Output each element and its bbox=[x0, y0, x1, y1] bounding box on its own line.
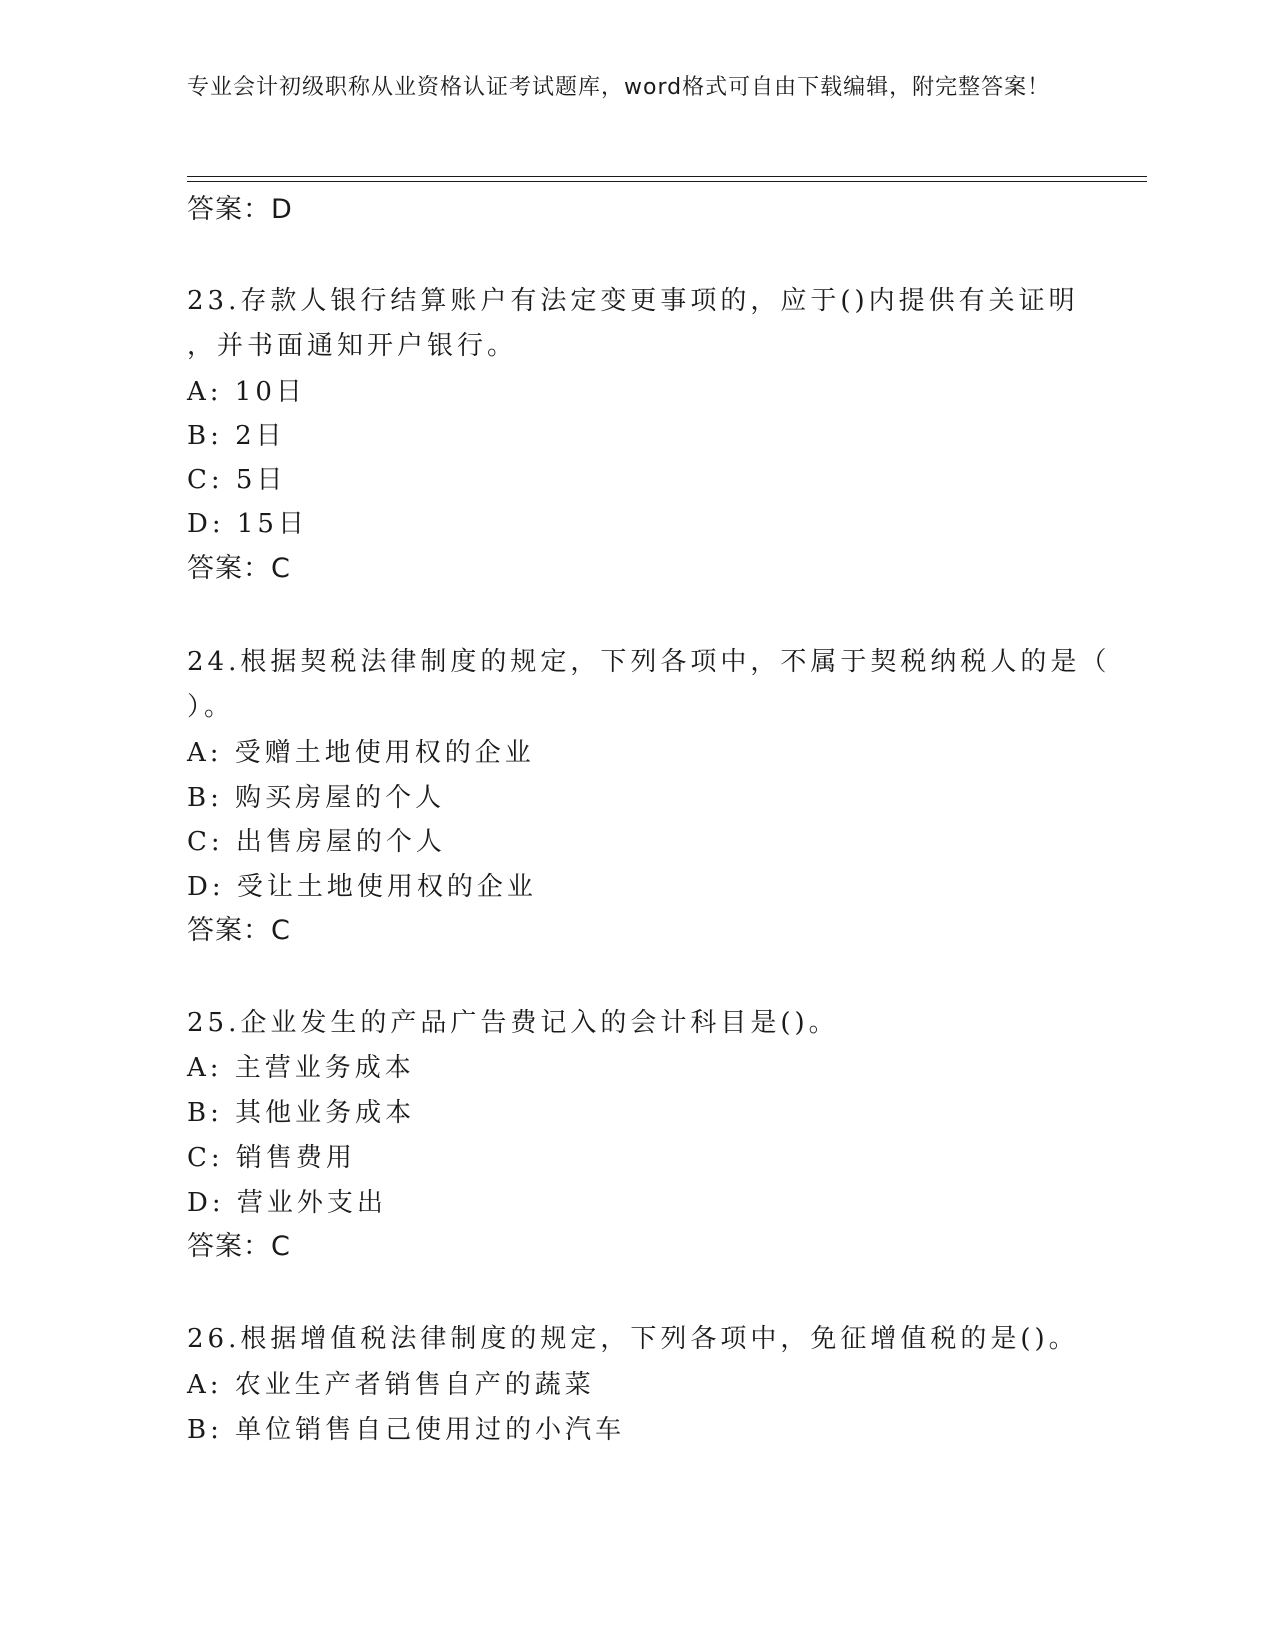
option-line: A: 农业生产者销售自产的蔬菜 bbox=[187, 1370, 595, 1400]
option-line: D: 15日 bbox=[187, 509, 308, 539]
question-text: 23.存款人银行结算账户有法定变更事项的，应于()内提供有关证明 bbox=[187, 286, 1079, 316]
option-line: B: 购买房屋的个人 bbox=[187, 783, 446, 813]
header-divider bbox=[187, 176, 1147, 182]
question-text: ）。 bbox=[187, 692, 235, 722]
question-text: 26.根据增值税法律制度的规定，下列各项中，免征增值税的是()。 bbox=[187, 1324, 1079, 1354]
option-line: D: 受让土地使用权的企业 bbox=[187, 872, 537, 902]
option-line: A: 主营业务成本 bbox=[187, 1053, 415, 1083]
question-text: 25.企业发生的产品广告费记入的会计科目是()。 bbox=[187, 1008, 839, 1038]
question-text: 24.根据契税法律制度的规定，下列各项中，不属于契税纳税人的是（ bbox=[187, 647, 1111, 677]
question-text: ，并书面通知开户银行。 bbox=[187, 331, 518, 361]
option-line: B: 其他业务成本 bbox=[187, 1098, 416, 1128]
page-header: 专业会计初级职称从业资格认证考试题库，word格式可自由下载编辑，附完整答案！ bbox=[187, 75, 1051, 100]
option-line: C: 5日 bbox=[187, 465, 287, 495]
option-line: B: 2日 bbox=[187, 421, 286, 451]
option-line: A: 10日 bbox=[187, 377, 306, 407]
option-line: C: 出售房屋的个人 bbox=[187, 827, 446, 857]
option-line: C: 销售费用 bbox=[187, 1143, 356, 1173]
answer-line: 答案：C bbox=[187, 1231, 291, 1262]
option-line: A: 受赠土地使用权的企业 bbox=[187, 738, 535, 768]
answer-line: 答案：C bbox=[187, 553, 291, 584]
answer-line: 答案：D bbox=[187, 194, 293, 225]
option-line: B: 单位销售自己使用过的小汽车 bbox=[187, 1415, 626, 1445]
answer-line: 答案：C bbox=[187, 915, 291, 946]
option-line: D: 营业外支出 bbox=[187, 1188, 387, 1218]
